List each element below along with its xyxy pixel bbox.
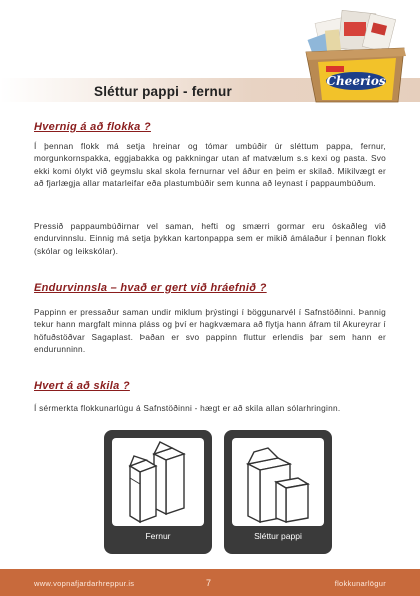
page-footer <box>0 569 420 596</box>
paragraph: Pressið pappaumbúðirnar vel saman, hefti og smærri gormar eru óskaðleg við endurvinnslu. Einnig má setja þykkan kartonpappa sem er mikið ámálaður í þennan flokk (skólar og leikskólar). <box>34 221 386 256</box>
cereal-box-photo <box>300 8 412 104</box>
footer-label: flokkunarlögur <box>334 579 386 588</box>
fernur-label-card <box>104 430 212 554</box>
paragraph: Í sérmerkta flokkunarlúgu á Safnstöðinni - hægt er að skila allan sólarhringinn. <box>34 403 341 413</box>
footer-url: www.vopnafjardarhreppur.is <box>34 579 135 588</box>
slettur-pappi-label-card <box>224 430 332 554</box>
card-label: Fernur <box>145 531 171 541</box>
svg-text:Cheerios: Cheerios <box>326 74 386 88</box>
section-heading: Endurvinnsla – hvað er gert við hráefnið ? <box>34 282 267 294</box>
card-image-area <box>232 438 324 526</box>
page-number: 7 <box>206 578 212 588</box>
paragraph: Í þennan flokk má setja hreinar og tómar umbúðir úr sléttum pappa, fernur, morgunkornspakka, eggjabakka og pakkningar utan af matvælum s.s kexi og pasta. Svo ekki komi ólykt við geymslu skal skola fernurnar vel áður en þeim er skilað. Mikilvægt er að fjarlægja allar matarleifar eða plastumbúðir sem kunna að leynast í pappaumbúðum. <box>34 141 386 189</box>
card-label: Sléttur pappi <box>254 531 302 541</box>
page-title: Sléttur pappi - fernur <box>94 84 232 99</box>
card-image-area <box>112 438 204 526</box>
paper-box-icon <box>232 438 324 526</box>
section-heading: Hvert á að skila ? <box>34 380 130 392</box>
paragraph: Pappinn er pressaður saman undir miklum þrýstingi í böggunarvél í Safnstöðinni. Þannig tekur hann margfalt minna pláss og því er hagkvæmara að flytja hann áfram til Akureyrar í höfuðstöðvar Sagaplast. Þaðan er svo pappinn fluttur erlendis þar sem hann er endurunninn. <box>34 307 386 355</box>
carton-icon <box>112 438 204 526</box>
section-heading: Hvernig á að flokka ? <box>34 121 151 133</box>
